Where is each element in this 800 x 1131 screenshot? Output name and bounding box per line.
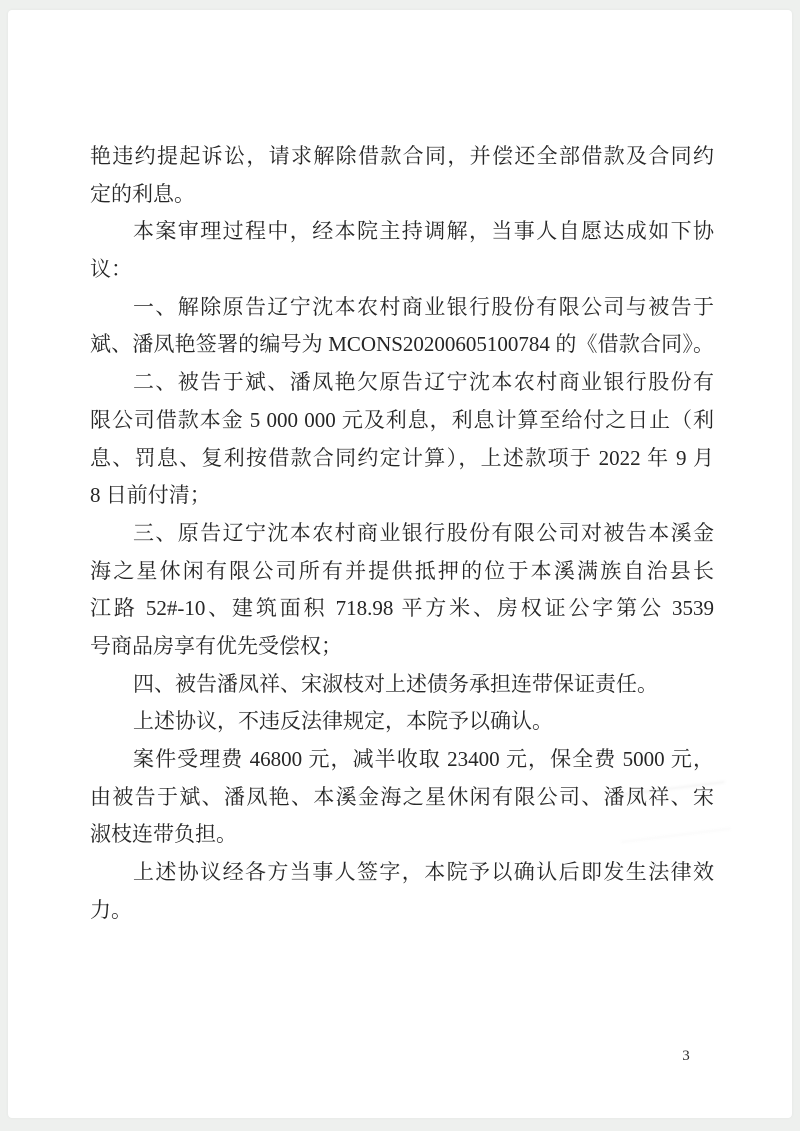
text-line: 斌、潘凤艳签署的编号为 MCONS20200605100784 的《借款合同》。: [90, 332, 714, 357]
text-line: 由被告于斌、潘凤艳、本溪金海之星休闲有限公司、潘凤祥、宋: [90, 784, 714, 809]
text-line: 一、解除原告辽宁沈本农村商业银行股份有限公司与被告于: [133, 294, 714, 319]
document-body-text: [90, 138, 714, 929]
page-number: 3: [682, 1048, 690, 1064]
text-line: 淑枝连带负担。: [90, 822, 237, 847]
text-line: 二、被告于斌、潘凤艳欠原告辽宁沈本农村商业银行股份有: [133, 370, 714, 395]
text-line: 上述协议经各方当事人签字，本院予以确认后即发生法律效: [133, 860, 714, 885]
text-line: 息、罚息、复利按借款合同约定计算），上述款项于 2022 年 9 月: [90, 445, 714, 470]
text-line: 四、被告潘凤祥、宋淑枝对上述债务承担连带保证责任。: [133, 671, 658, 696]
text-line: 三、原告辽宁沈本农村商业银行股份有限公司对被告本溪金: [133, 520, 714, 545]
document-page: [8, 10, 792, 1118]
text-line: 号商品房享有优先受偿权；: [90, 633, 342, 658]
text-line: 本案审理过程中，经本院主持调解，当事人自愿达成如下协: [133, 219, 714, 244]
text-line: 定的利息。: [90, 181, 195, 206]
text-line: 江路 52#-10、建筑面积 718.98 平方米、房权证公字第公 3539: [90, 596, 714, 621]
text-line: 力。: [90, 897, 132, 922]
text-line: 限公司借款本金 5 000 000 元及利息，利息计算至给付之日止（利: [90, 407, 714, 432]
text-line: 议：: [90, 257, 132, 282]
text-line: 案件受理费 46800 元，减半收取 23400 元，保全费 5000 元，: [133, 747, 714, 771]
text-line: 8 日前付清；: [90, 483, 211, 508]
text-line: 海之星休闲有限公司所有并提供抵押的位于本溪满族自治县长: [90, 558, 714, 583]
text-line: 艳违约提起诉讼，请求解除借款合同，并偿还全部借款及合同约: [90, 144, 714, 168]
text-line: 上述协议，不违反法律规定，本院予以确认。: [133, 709, 553, 734]
